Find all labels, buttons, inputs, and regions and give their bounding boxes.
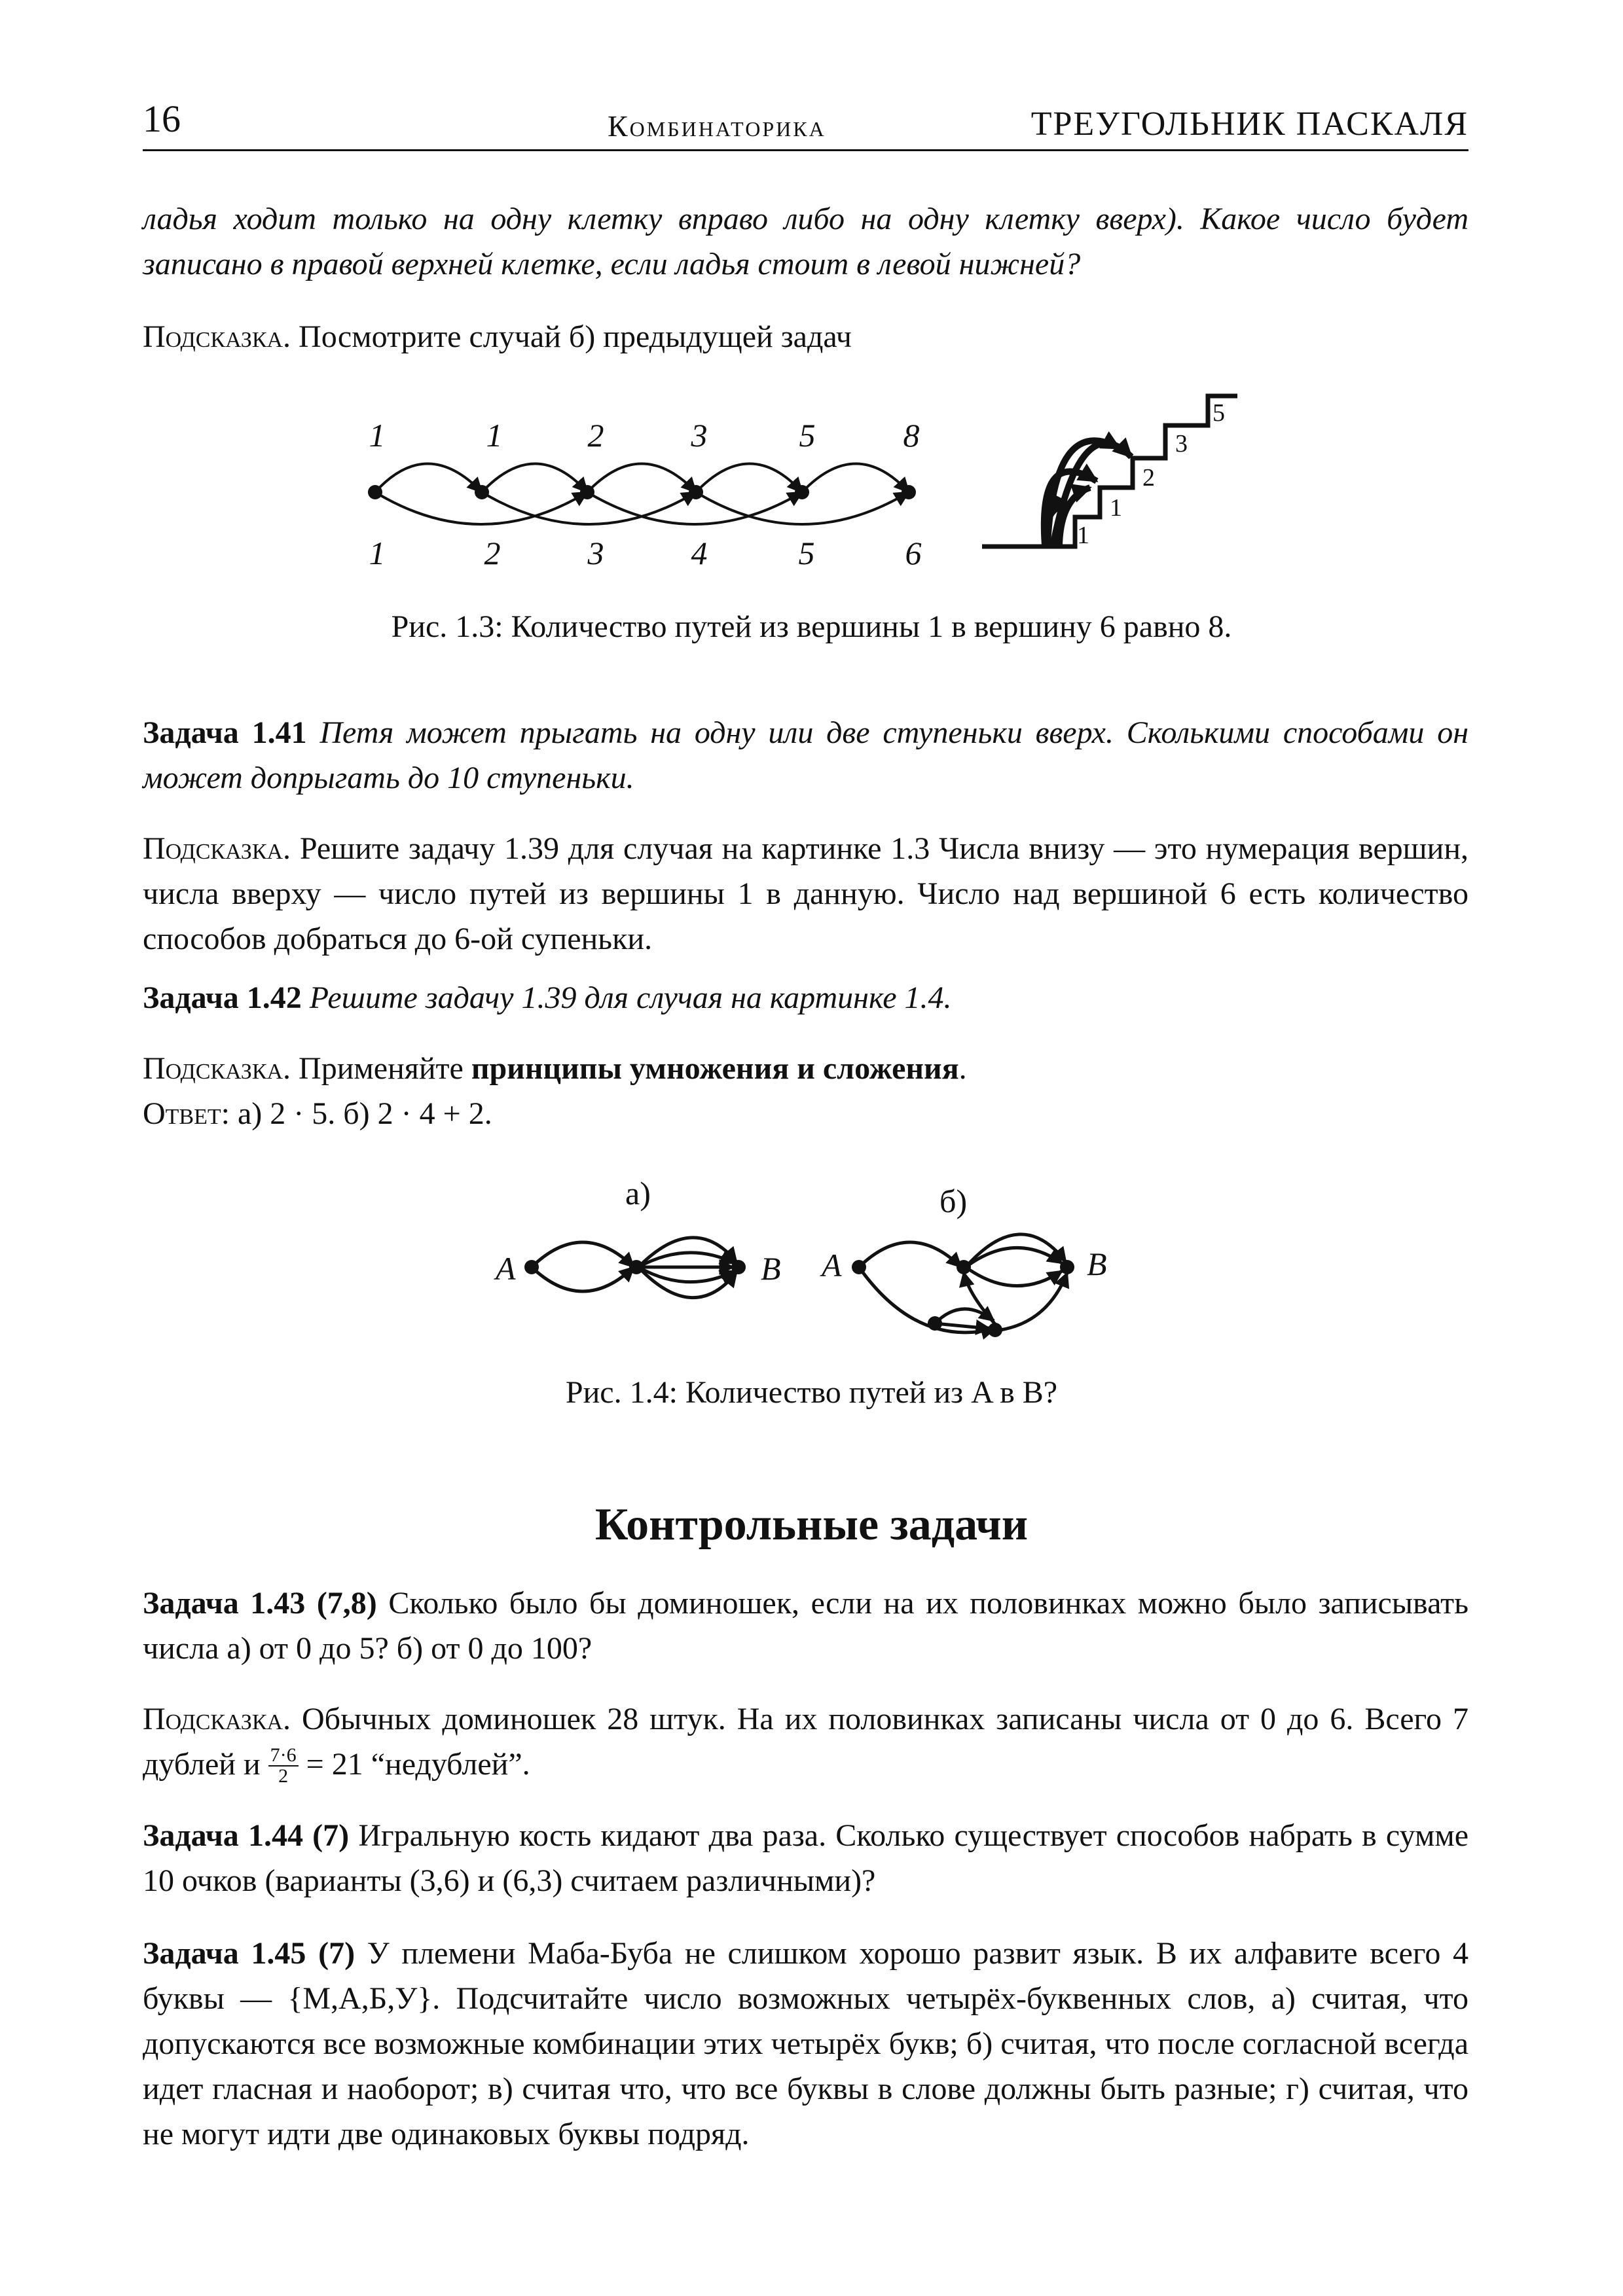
task-text: У племени Маба-Буба не слишком хорошо развит язык. В их алфавите всего 4 буквы — {М,А,Б,У}. Подсчитайте число возможных четырёх-буквенных слов, а) считая, что допускаются все возможные комбинации этих четырёх букв; б) считая, что после согласной всегда идет гласная и наоборот; в) считая что, что все буквы в слове должны быть разные; г) считая, что не могут идти две одинаковых буквы подряд. (143, 1936, 1468, 2151)
graph-node (928, 1316, 942, 1331)
hint-label: Подсказка. (143, 831, 291, 866)
task-text: Сколько было бы доминошек, если на их половинках можно было записывать числа а) от 0 до 5? б) от 0 до 100? (143, 1586, 1468, 1666)
edge-5-6 (802, 464, 909, 493)
edge-b (966, 1234, 1066, 1267)
staircase (982, 396, 1237, 547)
task-text: Решите задачу 1.39 для случая на картинке 1.4. (309, 980, 952, 1015)
graph-node (475, 485, 489, 499)
intro-paragraph: ладья ходит только на одну клетку вправо либо на одну клетку вверх). Какое число будет записано в правой верхней клетке, если ладья стоит в левой нижней? (143, 202, 1468, 281)
hint-paragraph (143, 1046, 1468, 1091)
hint-text-end: = 21 “недублей”. (306, 1747, 530, 1782)
edge-2-3 (482, 464, 587, 493)
path-count-label: 5 (799, 417, 816, 454)
hint-text: Обычных доминошек 28 штук. На их половинках записаны числа от 0 до 6. Всего 7 дублей и (143, 1702, 1469, 1782)
task-paragraph (143, 1931, 1468, 2157)
graph-node (368, 485, 382, 499)
path-count-label: 3 (691, 417, 708, 454)
figure-caption: Рис. 1.4: Количество путей из A в B? (565, 1375, 1058, 1410)
page-number: 16 (143, 98, 181, 140)
graph-node (957, 1260, 971, 1274)
task-paragraph (143, 975, 1468, 1020)
path-count-label: 1 (486, 417, 503, 454)
task-text: Петя может прыгать на одну или две ступеньки вверх. Сколькими способами он может допрыгать до 10 ступеньки. (143, 715, 1469, 795)
hint-paragraph (143, 826, 1468, 961)
edge-a (532, 1242, 634, 1267)
hint-bold-text: принципы умножения и сложения (471, 1051, 959, 1086)
task-label: Задача 1.44 (7) (143, 1818, 350, 1853)
stair-label: 3 (1175, 430, 1188, 457)
figure-1-4 (0, 1152, 1623, 1348)
fraction-denominator: 2 (278, 1765, 289, 1787)
graph-node (1060, 1260, 1074, 1274)
edge-a (532, 1267, 634, 1291)
hint-label: Подсказка. (143, 1702, 291, 1736)
path-count-label: 2 (587, 417, 604, 454)
task-label: Задача 1.41 (143, 715, 307, 750)
figure-1-3 (0, 0, 1623, 655)
graph-node (580, 485, 594, 499)
task-paragraph (143, 1581, 1468, 1671)
answer-label: Ответ: (143, 1096, 230, 1131)
section-title: Контрольные задачи (594, 1499, 1029, 1550)
fraction-numerator: 7·6 (268, 1746, 299, 1767)
edge-4-5 (696, 464, 802, 493)
task-label: Задача 1.43 (7,8) (143, 1586, 377, 1621)
hint-text: Применяйте (299, 1051, 464, 1086)
figure-caption: Рис. 1.3: Количество путей из вершины 1 в вершину 6 равно 8. (391, 609, 1232, 644)
hint-label: Подсказка. (143, 1051, 291, 1086)
task-paragraph (143, 1813, 1468, 1903)
stair-label: 5 (1213, 399, 1225, 427)
hint-text: Решите задачу 1.39 для случая на картинке 1.3 Числа внизу — это нумерация вершин, числа вверху — число путей из вершины 1 в данную. Число над вершиной 6 есть количество способов добраться до 6-ой супеньки. (143, 831, 1468, 956)
task-text: Игральную кость кидают два раза. Сколько существует способов набрать в сумме 10 очков (варианты (3,6) и (6,3) считаем различными)? (143, 1818, 1469, 1898)
stair-label: 1 (1110, 494, 1122, 522)
answer-paragraph (143, 1091, 1468, 1136)
hint-text: Посмотрите случай б) предыдущей задач (299, 319, 852, 354)
vertex-number-label: 1 (369, 535, 386, 571)
hint-label: Подсказка. (143, 319, 291, 354)
vertex-number-label: 5 (798, 535, 815, 571)
node-label-b: B (761, 1250, 781, 1287)
graph-node (795, 485, 809, 499)
edge-b (1000, 1273, 1067, 1330)
vertex-number-label: 3 (587, 535, 604, 571)
figure-part-label: а) (625, 1175, 651, 1211)
edge-1-2 (375, 464, 482, 493)
stair-label: 1 (1077, 522, 1089, 549)
vertex-number-label: 4 (691, 535, 708, 571)
node-label-a: A (496, 1250, 516, 1287)
chapter-title: ТРЕУГОЛЬНИК ПАСКАЛЯ (1030, 105, 1468, 143)
vertex-number-label: 6 (905, 535, 922, 571)
hint-text-end: . (958, 1051, 967, 1086)
task-label: Задача 1.42 (143, 980, 302, 1015)
path-count-label: 8 (903, 417, 920, 454)
edge-b (966, 1267, 1062, 1286)
task-label: Задача 1.45 (7) (143, 1936, 356, 1971)
edge-b (859, 1242, 961, 1267)
graph-node (902, 485, 916, 499)
figure-part-label: б) (939, 1183, 968, 1219)
graph-node (852, 1260, 866, 1274)
graph-node (731, 1260, 746, 1274)
section-name: Комбинаторика (608, 109, 826, 143)
task-paragraph (143, 710, 1468, 800)
edge-b (935, 1323, 990, 1329)
node-label-a: A (822, 1247, 842, 1283)
edge-3-4 (587, 464, 696, 493)
answer-text: а) 2 · 5. б) 2 · 4 + 2. (237, 1096, 492, 1131)
vertex-number-label: 2 (484, 535, 501, 571)
graph-node (988, 1323, 1002, 1337)
graph-node (689, 485, 703, 499)
path-count-label: 1 (369, 417, 386, 454)
graph-node (629, 1260, 644, 1274)
hint-paragraph (143, 1696, 1468, 1787)
stair-label: 2 (1142, 464, 1155, 492)
fraction (268, 1746, 299, 1786)
graph-node (524, 1260, 539, 1274)
node-label-b: B (1087, 1246, 1107, 1282)
